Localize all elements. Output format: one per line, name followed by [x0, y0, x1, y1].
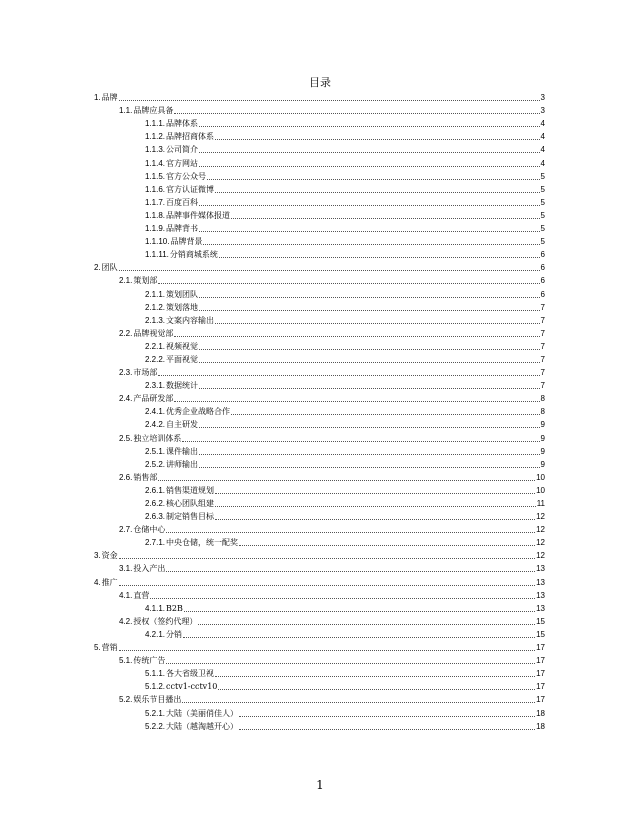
toc-entry-number: 5.1.2.	[145, 682, 166, 692]
toc-entry-page: 15	[536, 616, 545, 626]
toc-entry-label: 品牌招商体系	[166, 132, 215, 142]
toc-dot-leader	[239, 545, 535, 546]
toc-entry-page: 6	[540, 276, 545, 286]
toc-dot-leader	[158, 480, 535, 481]
toc-entry-number: 2.1.3.	[145, 315, 166, 325]
toc-entry[interactable]	[94, 182, 545, 195]
toc-entry-number: 1.1.5.	[145, 171, 166, 181]
toc-entry-page: 8	[540, 394, 545, 404]
toc-entry[interactable]	[94, 588, 545, 601]
toc-entry[interactable]	[94, 155, 545, 168]
toc-entry-number: 2.6.1.	[145, 485, 166, 495]
toc-entry[interactable]	[94, 391, 545, 404]
toc-entry-page: 4	[540, 145, 545, 155]
toc-entry[interactable]	[94, 705, 545, 718]
toc-dot-leader	[174, 113, 539, 114]
toc-entry-number: 5.2.2.	[145, 721, 166, 731]
toc-entry-page: 9	[540, 433, 545, 443]
toc-dot-leader	[119, 100, 540, 101]
toc-entry-label: 独立培训体系	[133, 433, 182, 443]
table-of-contents	[94, 90, 545, 732]
toc-entry[interactable]	[94, 221, 545, 234]
toc-entry-page: 5	[540, 237, 545, 247]
toc-entry-label: 销售渠道规划	[166, 485, 215, 495]
toc-entry-page: 11	[536, 499, 545, 508]
toc-entry-number: 2.1.1.	[145, 289, 166, 299]
toc-entry-label: 品牌事件媒体报道	[166, 210, 231, 220]
toc-entry[interactable]	[94, 313, 545, 326]
toc-entry-label: 分销	[166, 629, 183, 639]
toc-title: 目录	[309, 76, 331, 89]
toc-entry-label: 课件输出	[166, 446, 199, 456]
toc-dot-leader	[215, 139, 540, 140]
toc-entry[interactable]	[94, 417, 545, 430]
toc-dot-leader	[166, 571, 535, 572]
toc-dot-leader	[199, 126, 540, 127]
toc-entry-page: 5	[540, 224, 545, 234]
toc-entry-number: 4.2.1.	[145, 629, 166, 639]
toc-entry-page: 7	[540, 315, 545, 325]
toc-entry-page: 10	[536, 485, 545, 495]
toc-entry-page: 18	[536, 708, 545, 718]
toc-entry-label: 自主研发	[166, 420, 199, 430]
toc-entry[interactable]	[94, 365, 545, 378]
toc-entry[interactable]	[94, 300, 545, 313]
toc-entry-page: 7	[540, 354, 545, 364]
toc-dot-leader	[239, 716, 535, 717]
toc-entry[interactable]	[94, 286, 545, 299]
toc-entry-number: 2.7.1.	[145, 538, 166, 548]
toc-entry-label: 优秀企业战略合作	[166, 407, 231, 417]
toc-entry-page: 18	[536, 721, 545, 731]
toc-entry-page: 9	[540, 420, 545, 430]
toc-entry-label: 资金	[101, 551, 118, 561]
toc-dot-leader	[174, 401, 539, 402]
toc-dot-leader	[166, 532, 535, 533]
toc-entry-label: 官方公众号	[166, 171, 207, 181]
toc-entry[interactable]	[94, 522, 545, 535]
toc-entry[interactable]	[94, 103, 545, 116]
toc-entry-number: 2.3.	[119, 368, 133, 378]
toc-entry-label: 讲师输出	[166, 459, 199, 469]
toc-dot-leader	[215, 506, 536, 507]
toc-entry[interactable]	[94, 614, 545, 627]
toc-entry-label: 策划团队	[166, 289, 199, 299]
toc-dot-leader	[158, 375, 539, 376]
toc-entry[interactable]	[94, 470, 545, 483]
toc-entry[interactable]	[94, 535, 545, 548]
toc-entry-label: 策划部	[133, 276, 158, 286]
toc-entry-number: 2.5.1.	[145, 446, 166, 456]
toc-entry-label: 仓储中心	[133, 525, 166, 535]
toc-entry[interactable]	[94, 457, 545, 470]
toc-entry-label: 数据统计	[166, 381, 199, 391]
toc-entry-page: 6	[540, 289, 545, 299]
toc-entry-page: 6	[540, 250, 545, 260]
toc-dot-leader	[199, 297, 540, 298]
toc-entry[interactable]	[94, 129, 545, 142]
toc-entry-number: 1.1.10.	[145, 237, 170, 247]
toc-entry-page: 15	[536, 629, 545, 639]
toc-entry[interactable]	[94, 627, 545, 640]
toc-entry-page: 7	[540, 302, 545, 312]
toc-entry-label: 中央仓储，统一配奖	[166, 538, 239, 548]
toc-entry-label: 传统广告	[133, 656, 166, 666]
toc-entry-page: 6	[540, 263, 545, 273]
toc-entry-number: 2.	[94, 263, 101, 273]
toc-dot-leader	[119, 558, 535, 559]
toc-entry-number: 4.2.	[119, 616, 133, 626]
toc-entry-label: 视频视觉	[166, 341, 199, 351]
toc-dot-leader	[215, 323, 540, 324]
toc-entry-number: 1.1.9.	[145, 224, 166, 234]
toc-dot-leader	[150, 598, 535, 599]
toc-dot-leader	[203, 244, 539, 245]
toc-entry-page: 7	[540, 341, 545, 351]
toc-entry-label: 品牌背书	[166, 224, 199, 234]
toc-dot-leader	[119, 585, 535, 586]
toc-entry-number: 2.2.1.	[145, 341, 166, 351]
toc-dot-leader	[199, 388, 540, 389]
toc-entry[interactable]	[94, 574, 545, 587]
toc-entry-label: 核心团队组建	[166, 499, 215, 508]
toc-entry-number: 1.1.6.	[145, 184, 166, 194]
toc-dot-leader	[119, 270, 540, 271]
toc-entry-number: 1.1.	[119, 106, 133, 116]
toc-dot-leader	[182, 441, 539, 442]
toc-entry[interactable]	[94, 142, 545, 155]
toc-entry[interactable]	[94, 378, 545, 391]
toc-entry-label: 直营	[133, 590, 150, 600]
toc-entry-label: 娱乐节目播出	[133, 695, 182, 705]
toc-entry-number: 2.1.2.	[145, 302, 166, 312]
toc-entry-number: 2.7.	[119, 525, 133, 535]
toc-entry[interactable]	[94, 719, 545, 732]
toc-entry-page: 7	[540, 328, 545, 338]
toc-entry-page: 12	[536, 525, 545, 535]
toc-dot-leader	[166, 663, 535, 664]
toc-entry-page: 12	[536, 538, 545, 548]
toc-entry-number: 2.6.3.	[145, 512, 166, 522]
toc-entry-label: B2B	[166, 603, 183, 613]
toc-entry[interactable]	[94, 653, 545, 666]
toc-dot-leader	[207, 179, 540, 180]
toc-entry-label: 品牌体系	[166, 119, 199, 129]
toc-entry-label: 授权（签约代理）	[133, 616, 198, 626]
toc-dot-leader	[199, 166, 540, 167]
toc-dot-leader	[199, 231, 540, 232]
toc-entry-page: 5	[540, 184, 545, 194]
toc-entry-label: 官方认证微博	[166, 184, 215, 194]
toc-dot-leader	[199, 362, 540, 363]
toc-dot-leader	[199, 152, 540, 153]
toc-entry[interactable]	[94, 561, 545, 574]
toc-dot-leader	[182, 702, 535, 703]
toc-entry-page: 13	[536, 564, 545, 574]
toc-entry-label: 公司简介	[166, 145, 199, 155]
toc-dot-leader	[199, 205, 540, 206]
toc-entry-page: 5	[540, 197, 545, 207]
toc-dot-leader	[198, 624, 535, 625]
toc-entry-number: 2.1.	[119, 276, 133, 286]
toc-entry[interactable]	[94, 116, 545, 129]
toc-entry-label: 销售部	[133, 472, 158, 482]
toc-entry-number: 2.6.2.	[145, 499, 166, 508]
toc-entry-label: 官方网站	[166, 158, 199, 168]
toc-entry-label: 产品研发部	[133, 394, 174, 404]
toc-dot-leader	[183, 637, 535, 638]
toc-entry-page: 17	[536, 643, 545, 653]
toc-dot-leader	[199, 454, 540, 455]
toc-dot-leader	[199, 349, 540, 350]
toc-entry-number: 1.1.11.	[145, 250, 169, 260]
page-number: 1	[316, 778, 324, 792]
toc-entry-page: 3	[540, 93, 545, 103]
toc-entry-number: 2.3.1.	[145, 381, 166, 391]
toc-entry[interactable]	[94, 640, 545, 653]
toc-entry-page: 5	[540, 210, 545, 220]
toc-entry[interactable]	[94, 260, 545, 273]
toc-entry-label: 品牌应具备	[133, 106, 174, 116]
toc-entry-label: 营销	[101, 643, 118, 653]
toc-dot-leader	[174, 336, 539, 337]
toc-entry-number: 1.1.2.	[145, 132, 166, 142]
toc-entry-page: 17	[536, 695, 545, 705]
toc-entry-page: 10	[536, 472, 545, 482]
toc-entry-label: 文案内容输出	[166, 315, 215, 325]
toc-entry-number: 5.1.1.	[145, 669, 166, 679]
toc-entry-page: 4	[540, 119, 545, 129]
toc-entry[interactable]	[94, 444, 545, 457]
toc-entry[interactable]	[94, 692, 545, 705]
toc-entry-number: 5.	[94, 643, 101, 653]
toc-entry-page: 4	[540, 158, 545, 168]
toc-entry[interactable]	[94, 601, 545, 614]
toc-entry-label: 百度百科	[166, 197, 199, 207]
toc-entry[interactable]	[94, 483, 545, 496]
toc-entry[interactable]	[94, 326, 545, 339]
toc-entry-number: 2.5.	[119, 433, 133, 443]
toc-entry[interactable]	[94, 509, 545, 522]
toc-dot-leader	[158, 283, 539, 284]
toc-entry-number: 1.1.8.	[145, 210, 166, 220]
toc-entry-page: 13	[536, 590, 545, 600]
toc-dot-leader	[215, 676, 535, 677]
toc-entry[interactable]	[94, 666, 545, 679]
toc-dot-leader	[215, 519, 535, 520]
toc-entry-number: 2.4.	[119, 394, 133, 404]
toc-entry[interactable]	[94, 548, 545, 561]
toc-entry-page: 12	[536, 512, 545, 522]
toc-entry-number: 3.1.	[119, 564, 133, 574]
toc-entry-label: 策划落地	[166, 302, 199, 312]
toc-dot-leader	[184, 611, 535, 612]
toc-entry-label: 各大省级卫视	[166, 669, 215, 679]
toc-dot-leader	[239, 729, 535, 730]
toc-entry-label: 大陆（美丽俏佳人）	[166, 708, 239, 718]
toc-dot-leader	[199, 310, 540, 311]
toc-entry-page: 13	[536, 603, 545, 613]
toc-entry-label: 投入产出	[133, 564, 166, 574]
toc-entry-number: 1.	[94, 93, 101, 103]
toc-entry[interactable]	[94, 234, 545, 247]
toc-entry[interactable]	[94, 352, 545, 365]
toc-entry[interactable]	[94, 339, 545, 352]
toc-entry-label: 分销商城系统	[169, 250, 218, 260]
toc-entry-label: 平面视觉	[166, 354, 199, 364]
toc-entry-number: 1.1.7.	[145, 197, 166, 207]
toc-entry-page: 7	[540, 381, 545, 391]
toc-entry-number: 2.2.2.	[145, 354, 166, 364]
toc-dot-leader	[119, 650, 535, 651]
toc-entry[interactable]	[94, 430, 545, 443]
toc-dot-leader	[215, 493, 535, 494]
toc-entry-number: 2.6.	[119, 472, 133, 482]
toc-dot-leader	[218, 689, 535, 690]
toc-entry-label: 市场部	[133, 368, 158, 378]
toc-dot-leader	[231, 414, 540, 415]
toc-entry-page: 9	[540, 459, 545, 469]
toc-entry[interactable]	[94, 273, 545, 286]
toc-entry-number: 2.4.1.	[145, 407, 166, 417]
toc-dot-leader	[199, 467, 540, 468]
toc-entry-page: 8	[540, 407, 545, 417]
toc-entry-number: 3.	[94, 551, 101, 561]
toc-entry-page: 4	[540, 132, 545, 142]
toc-entry-page: 17	[536, 669, 545, 679]
toc-entry-number: 4.1.1.	[145, 603, 166, 613]
toc-entry[interactable]	[94, 169, 545, 182]
toc-dot-leader	[215, 192, 540, 193]
toc-entry[interactable]	[94, 195, 545, 208]
toc-entry-label: 推广	[101, 577, 118, 587]
toc-entry-number: 1.1.3.	[145, 145, 166, 155]
toc-entry[interactable]	[94, 247, 545, 260]
toc-entry-number: 5.1.	[119, 656, 133, 666]
toc-dot-leader	[199, 427, 540, 428]
toc-entry-number: 5.2.	[119, 695, 133, 705]
toc-entry[interactable]	[94, 496, 545, 509]
toc-entry-page: 3	[540, 106, 545, 116]
toc-entry-page: 17	[536, 656, 545, 666]
toc-entry-number: 5.2.1.	[145, 708, 166, 718]
toc-dot-leader	[231, 218, 540, 219]
toc-entry-page: 17	[536, 682, 545, 692]
toc-entry-number: 4.	[94, 577, 101, 587]
toc-entry-number: 2.2.	[119, 328, 133, 338]
toc-entry-page: 9	[540, 446, 545, 456]
toc-entry-number: 4.1.	[119, 590, 133, 600]
toc-entry[interactable]	[94, 208, 545, 221]
toc-entry[interactable]	[94, 679, 545, 692]
toc-entry-page: 12	[536, 551, 545, 561]
toc-entry-number: 1.1.1.	[145, 119, 166, 129]
toc-entry-label: 大陆（越淘越开心）	[166, 721, 239, 731]
toc-entry-label: 品牌背景	[170, 237, 203, 247]
toc-entry[interactable]	[94, 404, 545, 417]
toc-entry-page: 13	[536, 577, 545, 587]
toc-entry-label: cctv1-cctv10	[166, 682, 218, 692]
toc-entry-number: 2.4.2.	[145, 420, 166, 430]
toc-dot-leader	[219, 257, 540, 258]
toc-entry-number: 2.5.2.	[145, 459, 166, 469]
toc-entry[interactable]	[94, 90, 545, 103]
toc-entry-page: 5	[540, 171, 545, 181]
toc-entry-label: 制定销售目标	[166, 512, 215, 522]
toc-entry-label: 品牌视觉部	[133, 328, 174, 338]
toc-entry-label: 品牌	[101, 93, 118, 103]
toc-entry-page: 7	[540, 368, 545, 378]
toc-entry-label: 团队	[101, 263, 118, 273]
toc-entry-number: 1.1.4.	[145, 158, 166, 168]
